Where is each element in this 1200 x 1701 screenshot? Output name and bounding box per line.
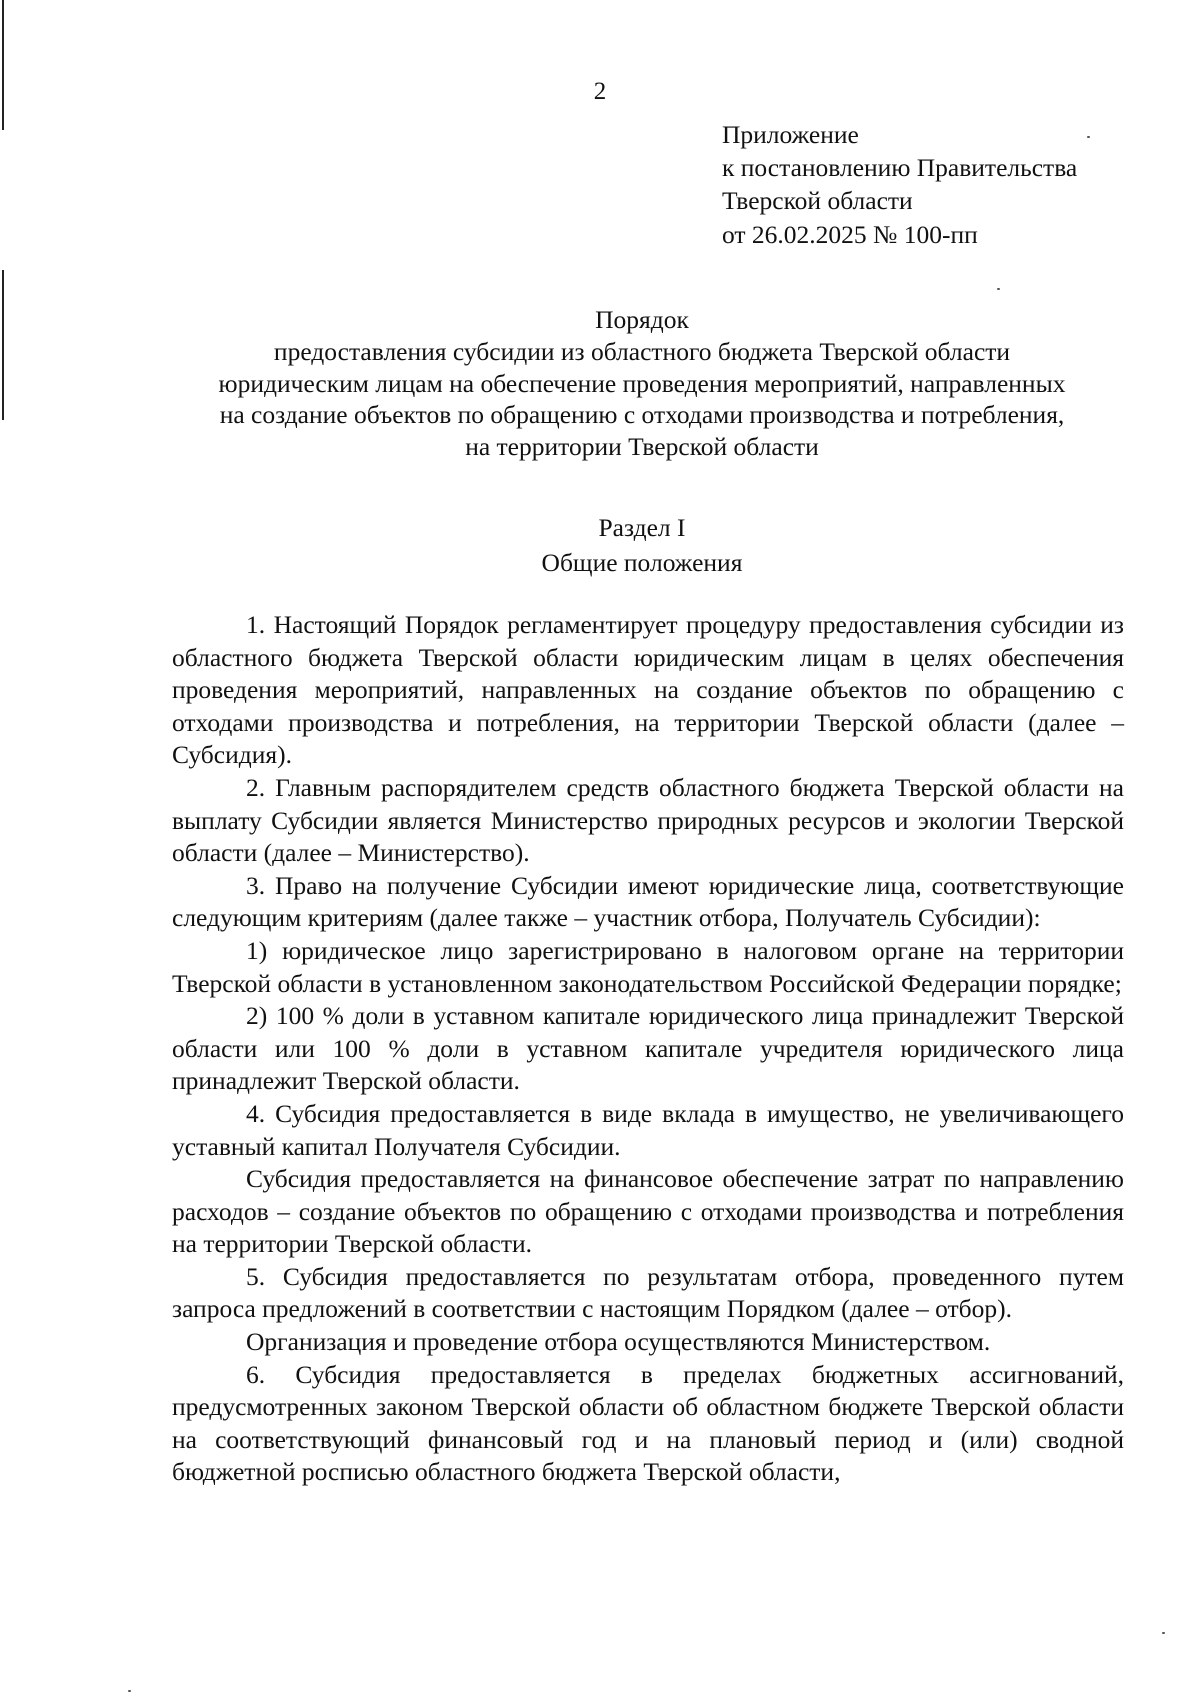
paragraph: 2) 100 % доли в уставном капитале юридического лица принадлежит Тверской области или 100 % доли в уставном капитале учредителя юридического лица принадлежит Тверской области. (172, 1001, 1124, 1096)
scan-speck (128, 1690, 131, 1692)
title-line: на территории Тверской области (465, 432, 819, 462)
title-line: на создание объектов по обращению с отходами производства и потребления, (219, 400, 1065, 430)
scan-edge-line (2, 0, 4, 130)
section-heading (160, 510, 1124, 580)
paragraph: 1. Настоящий Порядок регламентирует процедуру предоставления субсидии из областного бюджета Тверской области юридическим лицам в целях обеспечения проведения мероприятий, направленных на создание объектов по обращению с отходами производства и потребления, на территории Тверской области (далее – Субсидия). (172, 610, 1124, 770)
paragraph: 4. Субсидия предоставляется в виде вклада в имущество, не увеличивающего уставный капитал Получателя Субсидии. (172, 1098, 1124, 1161)
page-number: 2 (593, 78, 607, 105)
document-title (160, 304, 1124, 463)
paragraph: Субсидия предоставляется на финансовое обеспечение затрат по направлению расходов – создание объектов по обращению с отходами производства и потребления на территории Тверской области. (172, 1164, 1124, 1259)
approval-line: к постановлению Правительства (722, 153, 1078, 183)
paragraph: 3. Право на получение Субсидии имеют юридические лица, соответствующие следующим критериям (далее также – участник отбора, Получатель Субсидии): (172, 870, 1124, 933)
title-line: Порядок (595, 305, 689, 334)
approval-block (722, 118, 1162, 251)
title-line: юридическим лицам на обеспечение проведения мероприятий, направленных (218, 368, 1066, 398)
scan-edge-line (2, 270, 4, 420)
section-name: Общие положения (541, 548, 743, 577)
paragraph: 1) юридическое лицо зарегистрировано в налоговом органе на территории Тверской области в установленном законодательством Российской Федерации порядке; (172, 935, 1124, 998)
section-number: Раздел I (598, 513, 686, 542)
body-text (172, 609, 1124, 1489)
paragraph: 2. Главным распорядителем средств областного бюджета Тверской области на выплату Субсидии является Министерство природных ресурсов и экологии Тверской области (далее – Министерство). (172, 772, 1124, 868)
scan-speck (1162, 1632, 1165, 1634)
paragraph: 6. Субсидия предоставляется в пределах бюджетных ассигнований, предусмотренных законом Тверской области об областном бюджете Тверской области на соответствующий финансовый год и на плановый период и (или) сводной бюджетной росписью областного бюджета Тверской области, (172, 1359, 1124, 1487)
paragraph: 5. Субсидия предоставляется по результатам отбора, проведенного путем запроса предложений в соответствии с настоящим Порядком (далее – отбор). (172, 1261, 1124, 1324)
title-line: предоставления субсидии из областного бюджета Тверской области (273, 336, 1011, 366)
paragraph: Организация и проведение отбора осуществляются Министерством. (246, 1327, 991, 1357)
approval-line: Приложение (722, 120, 859, 149)
approval-line: от 26.02.2025 № 100-пп (722, 219, 978, 249)
approval-line: Тверской области (722, 186, 913, 216)
scan-speck (997, 288, 1000, 290)
